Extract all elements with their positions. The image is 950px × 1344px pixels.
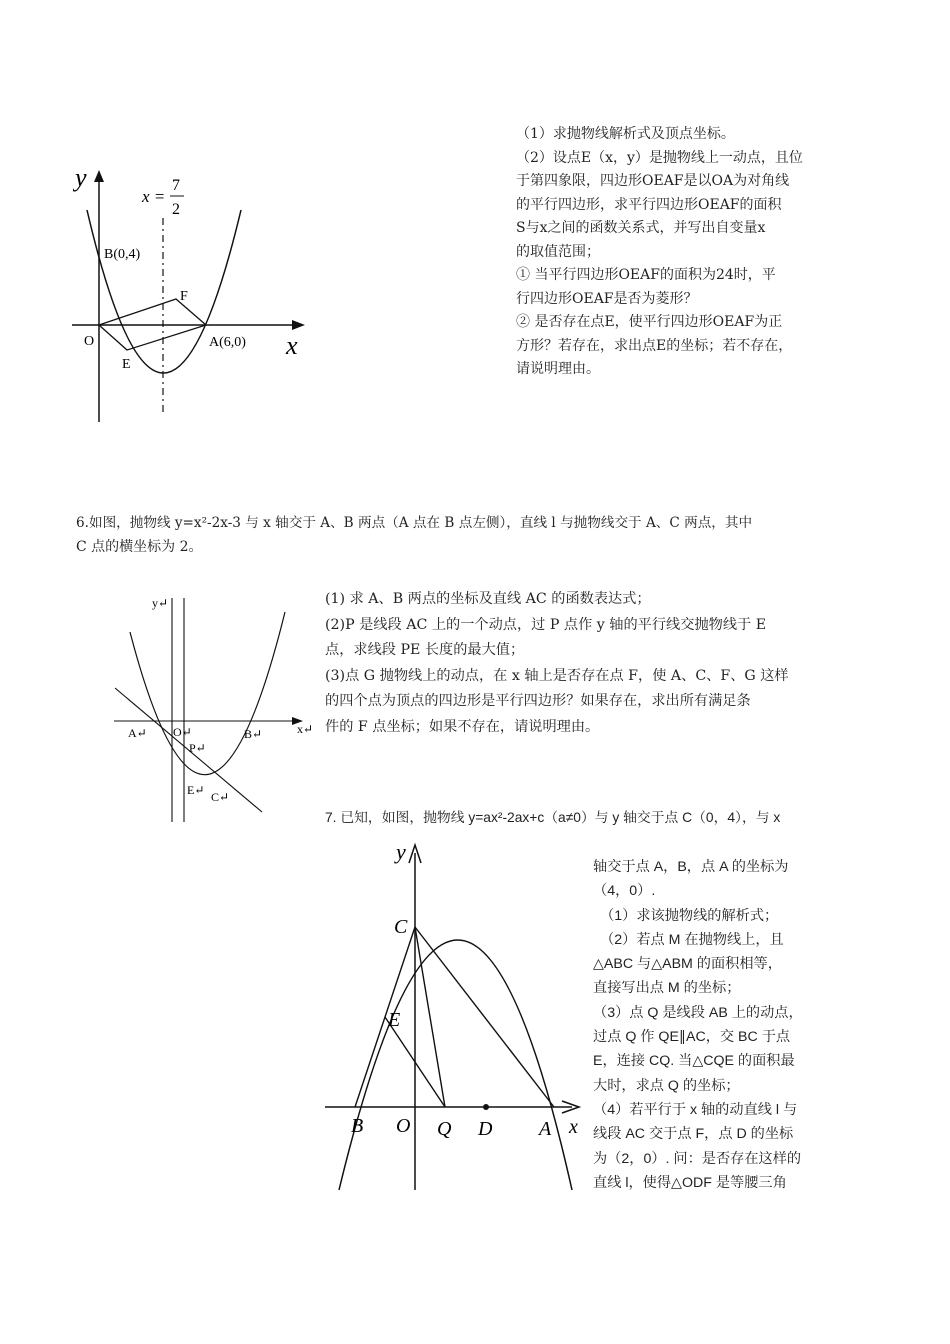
problem7-questions xyxy=(593,855,833,1195)
problem6-stem-line1: 6.如图，抛物线 y=x²-2x-3 与 x 轴交于 A、B 两点（A 点在 B 点左侧），直线 l 与抛物线交于 A、C 两点，其中 xyxy=(76,515,753,531)
problem6-questions xyxy=(325,587,845,740)
problem5-sym-num: 7 xyxy=(172,177,180,194)
problem7-line: 过点 Q 作 QE∥AC，交 BC 于点 xyxy=(593,1029,791,1046)
problem7-line: （4，0）. xyxy=(593,883,656,900)
problem7-line: 为（2，0）. 问：是否存在这样的 xyxy=(593,1150,802,1167)
problem7-label-O: O xyxy=(396,1115,411,1137)
problem7-figure xyxy=(320,835,585,1195)
problem6-line: (2)P 是线段 AC 上的一个动点，过 P 点作 y 轴的平行线交抛物线于 E xyxy=(325,616,767,633)
problem7-line: （4）若平行于 x 轴的动直线 l 与 xyxy=(593,1101,798,1118)
problem7-line: （1）求该抛物线的解析式； xyxy=(593,907,779,924)
problem7-line: 轴交于点 A，B，点 A 的坐标为 xyxy=(593,859,789,875)
problem5-line: 方形？若存在，求出点E的坐标；若不存在， xyxy=(516,337,793,354)
problem6-label-y: y↵ xyxy=(152,596,169,610)
problem7-parabola xyxy=(339,940,572,1190)
problem7-line: △ABC 与△ABM 的面积相等， xyxy=(593,956,782,973)
problem6-label-O: O↵ xyxy=(173,725,192,739)
problem7-line: 大时，求点 Q 的坐标； xyxy=(593,1077,740,1094)
problem5-questions xyxy=(516,123,846,382)
problem7-line: （3）点 Q 是线段 AB 上的动点， xyxy=(593,1004,803,1021)
problem5-line: 请说明理由。 xyxy=(516,361,600,377)
problem6-label-C: C↵ xyxy=(211,790,230,804)
problem6-line: (3)点 G 抛物线上的动点，在 x 轴上是否存在点 F，使 A、C、F、G 这样 xyxy=(325,667,789,684)
problem5-label-B: B(0,4) xyxy=(104,247,141,262)
problem7-label-x: x xyxy=(569,1116,578,1138)
problem6-line: 的四个点为顶点的四边形是平行四边形？如果存在，求出所有满足条 xyxy=(325,693,751,709)
problem7-label-E: E xyxy=(388,1009,401,1031)
problem7-line: E，连接 CQ. 当△CQE 的面积最 xyxy=(593,1053,795,1070)
problem7-line: 直线 l，使得△ODF 是等腰三角 xyxy=(593,1174,787,1191)
problem5-label-E: E xyxy=(122,357,131,372)
problem7-line: （2）若点 M 在抛物线上，且 xyxy=(593,931,784,948)
problem5-line: ② 是否存在点E，使平行四边形OEAF为正 xyxy=(516,314,783,330)
problem6-label-A: A↵ xyxy=(128,726,147,740)
problem7-label-C: C xyxy=(394,916,408,938)
problem5-line: 于第四象限，四边形OEAF是以OA为对角线 xyxy=(516,173,790,189)
problem5-line: 的取值范围； xyxy=(516,243,600,260)
problem6-label-B: B↵ xyxy=(244,727,263,741)
problem6-parabola xyxy=(130,612,285,775)
problem7-line: 线段 AC 交于点 F，点 D 的坐标 xyxy=(593,1126,794,1143)
problem6-line: 件的 F 点坐标；如果不存在，请说明理由。 xyxy=(325,718,600,735)
problem5-line: 的平行四边形，求平行四边形OEAF的面积 xyxy=(516,196,782,213)
problem5-line: （2）设点E（x，y）是抛物线上一动点，且位 xyxy=(516,149,803,166)
problem7-label-D: D xyxy=(478,1118,493,1140)
problem5-sym-den: 2 xyxy=(172,201,180,218)
problem6-label-P: P↵ xyxy=(189,741,206,755)
problem5-x-label: x xyxy=(286,331,298,360)
problem6-line: (1) 求 A、B 两点的坐标及直线 AC 的函数表达式； xyxy=(325,591,651,607)
problem6-line: 点，求线段 PE 长度的最大值； xyxy=(325,642,525,658)
problem5-y-label: y xyxy=(75,163,87,192)
problem5-label-F: F xyxy=(180,289,188,304)
problem5-line: 行四边形OEAF是否为菱形？ xyxy=(516,290,698,307)
problem5-label-O: O xyxy=(84,334,95,349)
problem7-label-Q: Q xyxy=(437,1118,452,1140)
problem6-figure xyxy=(110,590,315,825)
problem7-label-B: B xyxy=(351,1115,364,1137)
problem5-line: ① 当平行四边形OEAF的面积为24时，平 xyxy=(516,267,776,283)
problem7-point-D xyxy=(483,1104,489,1110)
problem7-stem xyxy=(325,806,885,830)
problem7-label-A: A xyxy=(539,1118,552,1140)
problem5-label-A: A(6,0) xyxy=(209,335,246,350)
problem6-stem xyxy=(76,512,906,559)
problem5-line: S与x之间的函数关系式，并写出自变量x xyxy=(516,220,766,236)
problem6-label-E: E↵ xyxy=(187,783,205,797)
problem6-label-x: x↵ xyxy=(297,722,314,736)
problem5-figure xyxy=(60,160,320,425)
problem7-line: 直接写出点 M 的坐标； xyxy=(593,980,741,997)
problem5-line: （1）求抛物线解析式及顶点坐标。 xyxy=(516,126,735,142)
problem5-sym-label: x = xyxy=(142,187,166,206)
problem6-stem-line2: C 点的横坐标为 2。 xyxy=(76,538,203,555)
problem7-stem-line: 7. 已知，如图，抛物线 y=ax²-2ax+c（a≠0）与 y 轴交于点 C（0，4），与 x xyxy=(325,810,781,825)
problem7-label-y: y xyxy=(396,839,406,864)
